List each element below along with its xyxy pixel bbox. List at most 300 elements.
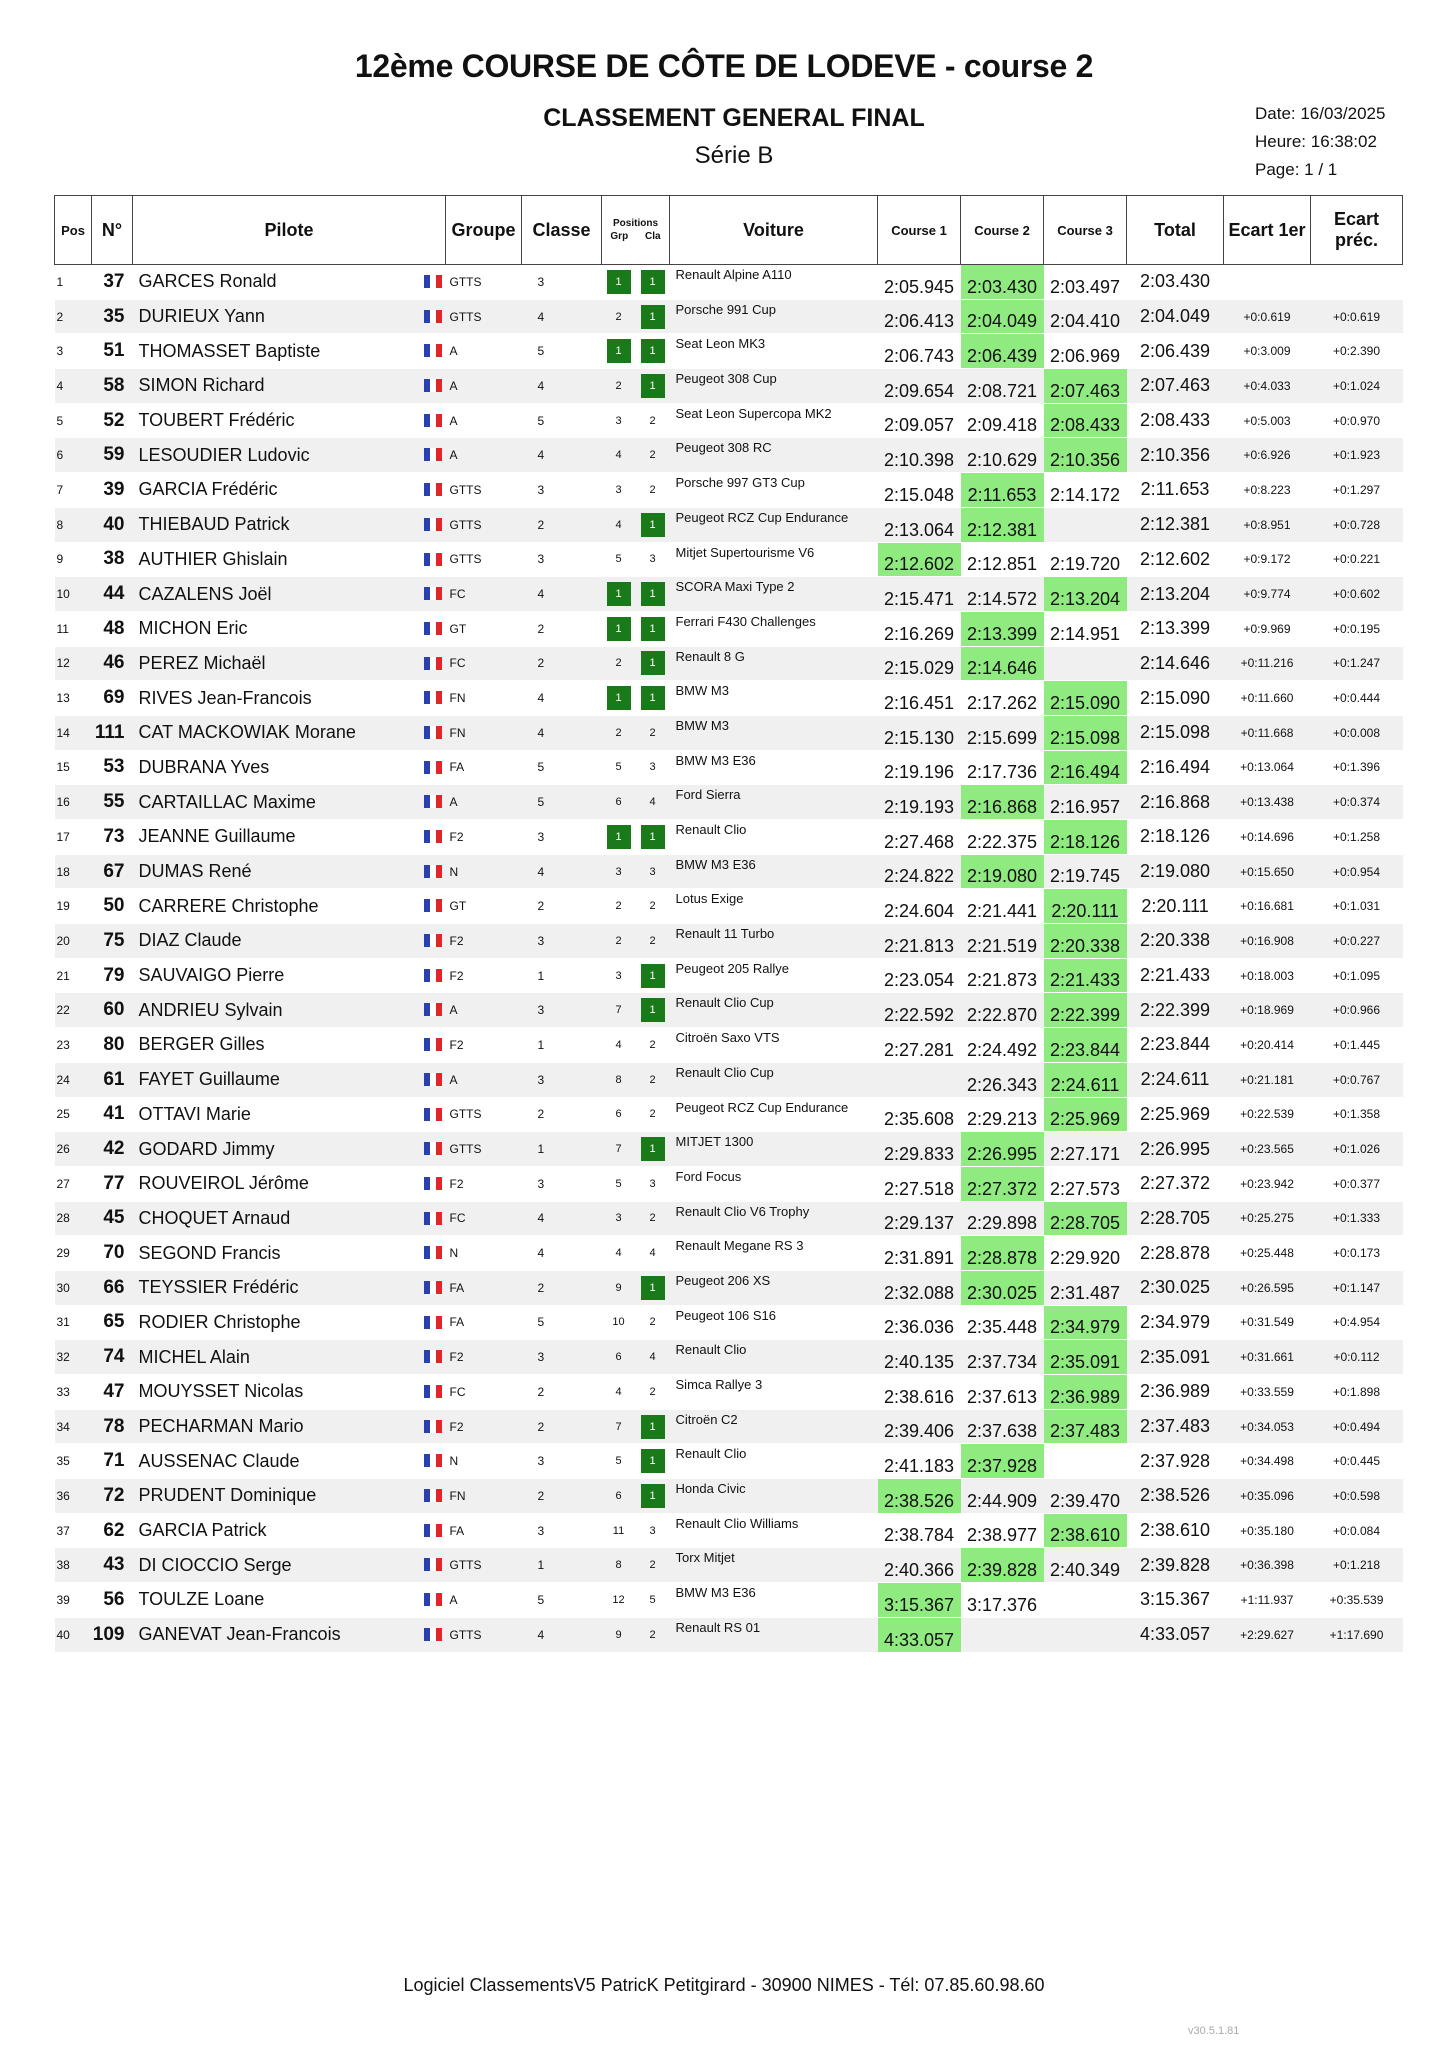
cell-course2: 2:21.873 bbox=[961, 958, 1044, 993]
cell-ecart-prec: +0:0.602 bbox=[1311, 577, 1403, 612]
cell-groupe: GTTS bbox=[446, 542, 522, 577]
cell-course2: 2:38.977 bbox=[961, 1513, 1044, 1548]
table-row bbox=[55, 889, 1403, 924]
cell-position-groupe bbox=[602, 820, 636, 855]
cell-position-classe bbox=[636, 889, 670, 924]
cell-num: 59 bbox=[92, 438, 133, 473]
cell-course1: 2:29.137 bbox=[878, 1201, 961, 1236]
cell-course2: 2:10.629 bbox=[961, 438, 1044, 473]
cell-num: 44 bbox=[92, 577, 133, 612]
cell-groupe: F2 bbox=[446, 1340, 522, 1375]
cell-position-groupe bbox=[602, 889, 636, 924]
cell-position-groupe bbox=[602, 1513, 636, 1548]
cell-total: 2:11.653 bbox=[1127, 473, 1224, 508]
table-row bbox=[55, 785, 1403, 820]
cell-pilote bbox=[133, 993, 446, 1028]
position-value: 2 bbox=[649, 414, 656, 427]
position-value: 1 bbox=[641, 1449, 665, 1473]
table-row bbox=[55, 369, 1403, 404]
position-value: 4 bbox=[615, 518, 622, 531]
cell-course3: 2:15.090 bbox=[1044, 681, 1127, 716]
cell-course1: 2:06.743 bbox=[878, 334, 961, 369]
pilote-name: GARCIA Frédéric bbox=[138, 479, 278, 500]
position-value: 2 bbox=[649, 1038, 656, 1051]
cell-course2: 2:29.898 bbox=[961, 1201, 1044, 1236]
cell-pilote bbox=[133, 473, 446, 508]
cell-pilote bbox=[133, 1062, 446, 1097]
france-flag-icon bbox=[424, 1593, 442, 1606]
cell-ecart-prec: +0:1.258 bbox=[1311, 820, 1403, 855]
position-value: 1 bbox=[607, 617, 631, 641]
cell-voiture: Honda Civic bbox=[670, 1479, 878, 1514]
cell-position-classe bbox=[636, 1132, 670, 1167]
cell-num: 41 bbox=[92, 1097, 133, 1132]
position-value: 4 bbox=[649, 1351, 656, 1364]
cell-ecart-prec: +0:1.333 bbox=[1311, 1201, 1403, 1236]
col-course3: Course 3 bbox=[1044, 196, 1127, 265]
cell-position-classe bbox=[636, 1305, 670, 1340]
cell-groupe: GTTS bbox=[446, 473, 522, 508]
cell-course1: 2:40.135 bbox=[878, 1340, 961, 1375]
footer-credit: Logiciel ClassementsV5 PatricK Petitgirard - 30900 NIMES - Tél: 07.85.60.98.60 bbox=[403, 1975, 1045, 1995]
pilote-name: RODIER Christophe bbox=[138, 1311, 301, 1332]
table-row bbox=[55, 1444, 1403, 1479]
cell-pilote bbox=[133, 299, 446, 334]
cell-course1: 2:15.029 bbox=[878, 646, 961, 681]
cell-course1: 2:21.813 bbox=[878, 924, 961, 959]
cell-voiture: Mitjet Supertourisme V6 bbox=[670, 542, 878, 577]
cell-total: 2:38.526 bbox=[1127, 1479, 1224, 1514]
cell-course3: 2:08.433 bbox=[1044, 403, 1127, 438]
cell-pos: 28 bbox=[55, 1201, 92, 1236]
cell-pos: 34 bbox=[55, 1409, 92, 1444]
cell-ecart1: +0:25.275 bbox=[1224, 1201, 1311, 1236]
cell-classe: 1 bbox=[522, 1028, 602, 1063]
cell-ecart1: +0:9.969 bbox=[1224, 611, 1311, 646]
cell-ecart1: +0:31.549 bbox=[1224, 1305, 1311, 1340]
cell-pilote bbox=[133, 1201, 446, 1236]
position-value: 2 bbox=[649, 1316, 656, 1329]
cell-course3: 2:28.705 bbox=[1044, 1201, 1127, 1236]
cell-total: 2:24.611 bbox=[1127, 1062, 1224, 1097]
pilote-name: AUSSENAC Claude bbox=[138, 1450, 300, 1471]
cell-course1: 2:35.608 bbox=[878, 1097, 961, 1132]
cell-total: 2:10.356 bbox=[1127, 438, 1224, 473]
cell-classe: 1 bbox=[522, 1132, 602, 1167]
cell-total: 2:23.844 bbox=[1127, 1028, 1224, 1063]
france-flag-icon bbox=[424, 865, 442, 878]
pilote-name: AUTHIER Ghislain bbox=[138, 548, 288, 569]
cell-voiture: Lotus Exige bbox=[670, 889, 878, 924]
cell-num: 71 bbox=[92, 1444, 133, 1479]
cell-classe: 2 bbox=[522, 889, 602, 924]
cell-position-groupe bbox=[602, 507, 636, 542]
position-value: 6 bbox=[615, 1108, 622, 1121]
cell-voiture: Peugeot 205 Rallye bbox=[670, 958, 878, 993]
cell-position-groupe bbox=[602, 611, 636, 646]
cell-course3: 2:36.989 bbox=[1044, 1375, 1127, 1410]
cell-pos: 22 bbox=[55, 993, 92, 1028]
cell-ecart-prec: +0:1.297 bbox=[1311, 473, 1403, 508]
cell-ecart-prec: +0:0.221 bbox=[1311, 542, 1403, 577]
france-flag-icon bbox=[424, 1281, 442, 1294]
col-course2: Course 2 bbox=[961, 196, 1044, 265]
france-flag-icon bbox=[424, 969, 442, 982]
cell-course2: 2:22.375 bbox=[961, 820, 1044, 855]
cell-total: 2:14.646 bbox=[1127, 646, 1224, 681]
position-value: 9 bbox=[615, 1628, 622, 1641]
cell-course1: 2:27.468 bbox=[878, 820, 961, 855]
cell-course1: 2:31.891 bbox=[878, 1236, 961, 1271]
france-flag-icon bbox=[424, 1108, 442, 1121]
cell-course1: 2:38.784 bbox=[878, 1513, 961, 1548]
france-flag-icon bbox=[424, 691, 442, 704]
cell-pos: 3 bbox=[55, 334, 92, 369]
cell-classe: 1 bbox=[522, 1548, 602, 1583]
cell-position-classe bbox=[636, 438, 670, 473]
cell-pilote bbox=[133, 1132, 446, 1167]
cell-classe: 5 bbox=[522, 1305, 602, 1340]
pilote-name: DIAZ Claude bbox=[138, 930, 242, 951]
page-title: 12ème COURSE DE CÔTE DE LODEVE - course 2 bbox=[354, 48, 1094, 84]
position-value: 1 bbox=[641, 513, 665, 537]
cell-pilote bbox=[133, 1375, 446, 1410]
cell-voiture: Citroën Saxo VTS bbox=[670, 1028, 878, 1063]
cell-course1: 2:24.604 bbox=[878, 889, 961, 924]
cell-course3: 2:24.611 bbox=[1044, 1062, 1127, 1097]
cell-course2: 2:04.049 bbox=[961, 299, 1044, 334]
position-value: 3 bbox=[649, 761, 656, 774]
cell-course2: 2:37.734 bbox=[961, 1340, 1044, 1375]
position-value: 2 bbox=[615, 726, 622, 739]
cell-pilote bbox=[133, 1097, 446, 1132]
table-header-row bbox=[55, 196, 1403, 265]
position-value: 5 bbox=[615, 761, 622, 774]
pilote-name: MICHON Eric bbox=[138, 618, 248, 639]
pilote-name: FAYET Guillaume bbox=[138, 1069, 280, 1090]
cell-groupe: F2 bbox=[446, 820, 522, 855]
cell-pos: 4 bbox=[55, 369, 92, 404]
table-row bbox=[55, 438, 1403, 473]
cell-position-groupe bbox=[602, 993, 636, 1028]
cell-ecart1: +0:11.216 bbox=[1224, 646, 1311, 681]
col-classe: Classe bbox=[522, 196, 602, 265]
cell-pos: 2 bbox=[55, 299, 92, 334]
position-value: 3 bbox=[649, 1177, 656, 1190]
cell-voiture: Seat Leon MK3 bbox=[670, 334, 878, 369]
cell-voiture: Peugeot RCZ Cup Endurance bbox=[670, 507, 878, 542]
cell-num: 62 bbox=[92, 1513, 133, 1548]
cell-total: 2:15.090 bbox=[1127, 681, 1224, 716]
cell-ecart-prec: +0:1.095 bbox=[1311, 958, 1403, 993]
cell-groupe: A bbox=[446, 993, 522, 1028]
position-value: 4 bbox=[615, 1038, 622, 1051]
cell-ecart1: +0:35.096 bbox=[1224, 1479, 1311, 1514]
cell-course1: 2:15.048 bbox=[878, 473, 961, 508]
cell-pos: 39 bbox=[55, 1583, 92, 1618]
cell-position-classe bbox=[636, 1236, 670, 1271]
position-value: 1 bbox=[641, 617, 665, 641]
cell-course2: 2:12.381 bbox=[961, 507, 1044, 542]
cell-position-classe bbox=[636, 924, 670, 959]
cell-groupe: FC bbox=[446, 577, 522, 612]
cell-pilote bbox=[133, 1028, 446, 1063]
cell-pilote bbox=[133, 1409, 446, 1444]
cell-classe: 3 bbox=[522, 1340, 602, 1375]
cell-groupe: GTTS bbox=[446, 1548, 522, 1583]
pilote-name: DUMAS René bbox=[138, 861, 252, 882]
cell-num: 72 bbox=[92, 1479, 133, 1514]
cell-course1: 2:27.281 bbox=[878, 1028, 961, 1063]
table-row bbox=[55, 1270, 1403, 1305]
cell-groupe: GT bbox=[446, 889, 522, 924]
cell-voiture: Peugeot 308 Cup bbox=[670, 369, 878, 404]
cell-total: 2:36.989 bbox=[1127, 1375, 1224, 1410]
cell-position-groupe bbox=[602, 1479, 636, 1514]
position-value: 6 bbox=[615, 1351, 622, 1364]
cell-total: 2:03.430 bbox=[1127, 265, 1224, 300]
cell-voiture: Citroën C2 bbox=[670, 1409, 878, 1444]
position-value: 10 bbox=[612, 1316, 625, 1329]
cell-position-classe bbox=[636, 1062, 670, 1097]
page-subtitle: CLASSEMENT GENERAL FINAL bbox=[543, 104, 925, 132]
cell-pos: 26 bbox=[55, 1132, 92, 1167]
cell-pos: 27 bbox=[55, 1166, 92, 1201]
cell-total: 2:06.439 bbox=[1127, 334, 1224, 369]
position-value: 2 bbox=[615, 934, 622, 947]
cell-course3: 2:14.172 bbox=[1044, 473, 1127, 508]
cell-voiture: Peugeot RCZ Cup Endurance bbox=[670, 1097, 878, 1132]
cell-pilote bbox=[133, 715, 446, 750]
pilote-name: MICHEL Alain bbox=[138, 1346, 250, 1367]
cell-pos: 9 bbox=[55, 542, 92, 577]
france-flag-icon bbox=[424, 1073, 442, 1086]
cell-pos: 23 bbox=[55, 1028, 92, 1063]
cell-num: 53 bbox=[92, 750, 133, 785]
pilote-name: RIVES Jean-Francois bbox=[138, 687, 312, 708]
cell-pilote bbox=[133, 646, 446, 681]
pilote-name: OTTAVI Marie bbox=[138, 1103, 251, 1124]
cell-position-classe bbox=[636, 542, 670, 577]
position-value: 5 bbox=[615, 1455, 622, 1468]
cell-ecart1: +0:18.003 bbox=[1224, 958, 1311, 993]
cell-groupe: FC bbox=[446, 1201, 522, 1236]
cell-course1: 2:13.064 bbox=[878, 507, 961, 542]
cell-total: 2:20.338 bbox=[1127, 924, 1224, 959]
cell-pos: 1 bbox=[55, 265, 92, 300]
cell-course3: 2:25.969 bbox=[1044, 1097, 1127, 1132]
position-value: 1 bbox=[607, 686, 631, 710]
cell-pilote bbox=[133, 854, 446, 889]
cell-voiture: Renault Clio bbox=[670, 1444, 878, 1479]
cell-position-classe bbox=[636, 334, 670, 369]
france-flag-icon bbox=[424, 622, 442, 635]
cell-ecart-prec: +0:0.195 bbox=[1311, 611, 1403, 646]
cell-course3: 2:29.920 bbox=[1044, 1236, 1127, 1271]
report-meta bbox=[1255, 100, 1385, 184]
cell-pos: 11 bbox=[55, 611, 92, 646]
france-flag-icon bbox=[424, 1454, 442, 1467]
col-groupe: Groupe bbox=[446, 196, 522, 265]
position-value: 1 bbox=[607, 339, 631, 363]
cell-pos: 33 bbox=[55, 1375, 92, 1410]
cell-position-groupe bbox=[602, 1444, 636, 1479]
cell-ecart1: +0:8.223 bbox=[1224, 473, 1311, 508]
table-row bbox=[55, 1236, 1403, 1271]
position-value: 2 bbox=[649, 1628, 656, 1641]
cell-course2: 2:26.995 bbox=[961, 1132, 1044, 1167]
table-row bbox=[55, 1166, 1403, 1201]
cell-ecart1: +0:9.774 bbox=[1224, 577, 1311, 612]
cell-ecart1: +0:23.565 bbox=[1224, 1132, 1311, 1167]
cell-course2: 2:35.448 bbox=[961, 1305, 1044, 1340]
cell-course2: 2:03.430 bbox=[961, 265, 1044, 300]
cell-course1: 2:19.193 bbox=[878, 785, 961, 820]
cell-pos: 17 bbox=[55, 820, 92, 855]
cell-pilote bbox=[133, 1617, 446, 1652]
cell-total: 2:37.928 bbox=[1127, 1444, 1224, 1479]
cell-ecart-prec: +0:1.358 bbox=[1311, 1097, 1403, 1132]
cell-total: 2:16.868 bbox=[1127, 785, 1224, 820]
france-flag-icon bbox=[424, 899, 442, 912]
cell-groupe: A bbox=[446, 1583, 522, 1618]
position-value: 3 bbox=[615, 969, 622, 982]
france-flag-icon bbox=[424, 1350, 442, 1363]
cell-classe: 3 bbox=[522, 993, 602, 1028]
france-flag-icon bbox=[424, 1558, 442, 1571]
cell-position-classe bbox=[636, 1166, 670, 1201]
cell-position-classe bbox=[636, 820, 670, 855]
cell-ecart-prec: +0:0.445 bbox=[1311, 1444, 1403, 1479]
position-value: 1 bbox=[641, 582, 665, 606]
position-value: 1 bbox=[641, 1276, 665, 1300]
cell-position-groupe bbox=[602, 1270, 636, 1305]
cell-ecart-prec: +0:0.728 bbox=[1311, 507, 1403, 542]
cell-position-groupe bbox=[602, 1236, 636, 1271]
cell-ecart1: +0:23.942 bbox=[1224, 1166, 1311, 1201]
cell-ecart-prec: +0:1.898 bbox=[1311, 1375, 1403, 1410]
cell-course3: 2:14.951 bbox=[1044, 611, 1127, 646]
cell-pos: 32 bbox=[55, 1340, 92, 1375]
cell-total: 2:12.602 bbox=[1127, 542, 1224, 577]
cell-num: 52 bbox=[92, 403, 133, 438]
position-value: 4 bbox=[649, 796, 656, 809]
position-value: 1 bbox=[607, 825, 631, 849]
france-flag-icon bbox=[424, 1212, 442, 1225]
cell-pos: 19 bbox=[55, 889, 92, 924]
table-row bbox=[55, 473, 1403, 508]
cell-course1: 2:09.057 bbox=[878, 403, 961, 438]
cell-course2: 2:14.572 bbox=[961, 577, 1044, 612]
cell-voiture: Renault 11 Turbo bbox=[670, 924, 878, 959]
table-row bbox=[55, 820, 1403, 855]
cell-total: 2:16.494 bbox=[1127, 750, 1224, 785]
cell-pilote bbox=[133, 507, 446, 542]
cell-ecart-prec: +0:0.008 bbox=[1311, 715, 1403, 750]
cell-pos: 6 bbox=[55, 438, 92, 473]
cell-classe: 2 bbox=[522, 507, 602, 542]
cell-voiture: Ford Focus bbox=[670, 1166, 878, 1201]
cell-num: 75 bbox=[92, 924, 133, 959]
cell-course1: 2:40.366 bbox=[878, 1548, 961, 1583]
cell-total: 2:04.049 bbox=[1127, 299, 1224, 334]
cell-pos: 13 bbox=[55, 681, 92, 716]
col-ecart-prec bbox=[1311, 196, 1403, 265]
cell-position-classe bbox=[636, 403, 670, 438]
position-value: 1 bbox=[641, 305, 665, 329]
position-value: 8 bbox=[615, 1073, 622, 1086]
position-value: 7 bbox=[615, 1004, 622, 1017]
cell-voiture: Renault Clio V6 Trophy bbox=[670, 1201, 878, 1236]
cell-course2: 2:26.343 bbox=[961, 1062, 1044, 1097]
cell-course3: 2:40.349 bbox=[1044, 1548, 1127, 1583]
cell-groupe: A bbox=[446, 785, 522, 820]
pilote-name: CARTAILLAC Maxime bbox=[138, 791, 316, 812]
table-row bbox=[55, 1062, 1403, 1097]
cell-groupe: GTTS bbox=[446, 265, 522, 300]
col-course1: Course 1 bbox=[878, 196, 961, 265]
cell-course2: 2:37.928 bbox=[961, 1444, 1044, 1479]
table-row bbox=[55, 924, 1403, 959]
pilote-name: SEGOND Francis bbox=[138, 1242, 281, 1263]
pilote-name: TOUBERT Frédéric bbox=[138, 410, 295, 431]
cell-ecart-prec: +0:0.767 bbox=[1311, 1062, 1403, 1097]
cell-course3: 2:15.098 bbox=[1044, 715, 1127, 750]
cell-position-groupe bbox=[602, 1132, 636, 1167]
table-row bbox=[55, 542, 1403, 577]
cell-voiture: Torx Mitjet bbox=[670, 1548, 878, 1583]
cell-course2: 2:37.638 bbox=[961, 1409, 1044, 1444]
position-value: 4 bbox=[615, 1385, 622, 1398]
pilote-name: CARRERE Christophe bbox=[138, 895, 319, 916]
position-value: 3 bbox=[615, 414, 622, 427]
cell-classe: 2 bbox=[522, 1270, 602, 1305]
cell-voiture: Peugeot 206 XS bbox=[670, 1270, 878, 1305]
cell-position-classe bbox=[636, 1375, 670, 1410]
position-value: 3 bbox=[615, 865, 622, 878]
cell-ecart1: +0:13.438 bbox=[1224, 785, 1311, 820]
france-flag-icon bbox=[424, 518, 442, 531]
france-flag-icon bbox=[424, 344, 442, 357]
cell-course3: 2:39.470 bbox=[1044, 1479, 1127, 1514]
col-pilote: Pilote bbox=[133, 196, 446, 265]
position-value: 2 bbox=[649, 1073, 656, 1086]
cell-ecart1: +0:0.619 bbox=[1224, 299, 1311, 334]
results-table bbox=[54, 195, 1403, 1653]
cell-total: 2:28.878 bbox=[1127, 1236, 1224, 1271]
position-value: 1 bbox=[641, 339, 665, 363]
position-value: 1 bbox=[607, 582, 631, 606]
cell-voiture: Renault RS 01 bbox=[670, 1617, 878, 1652]
cell-pos: 31 bbox=[55, 1305, 92, 1340]
cell-classe: 3 bbox=[522, 1513, 602, 1548]
cell-pilote bbox=[133, 577, 446, 612]
pilote-name: CHOQUET Arnaud bbox=[138, 1207, 291, 1228]
cell-total: 2:20.111 bbox=[1127, 889, 1224, 924]
cell-course2: 2:17.262 bbox=[961, 681, 1044, 716]
cell-course1: 2:24.822 bbox=[878, 854, 961, 889]
col-total: Total bbox=[1127, 196, 1224, 265]
table-row bbox=[55, 1132, 1403, 1167]
cell-position-groupe bbox=[602, 924, 636, 959]
france-flag-icon bbox=[424, 448, 442, 461]
cell-groupe: FA bbox=[446, 1270, 522, 1305]
cell-ecart1: +1:11.937 bbox=[1224, 1583, 1311, 1618]
cell-num: 58 bbox=[92, 369, 133, 404]
report-time: Heure: 16:38:02 bbox=[1255, 132, 1377, 151]
position-value: 2 bbox=[649, 900, 656, 913]
cell-num: 48 bbox=[92, 611, 133, 646]
